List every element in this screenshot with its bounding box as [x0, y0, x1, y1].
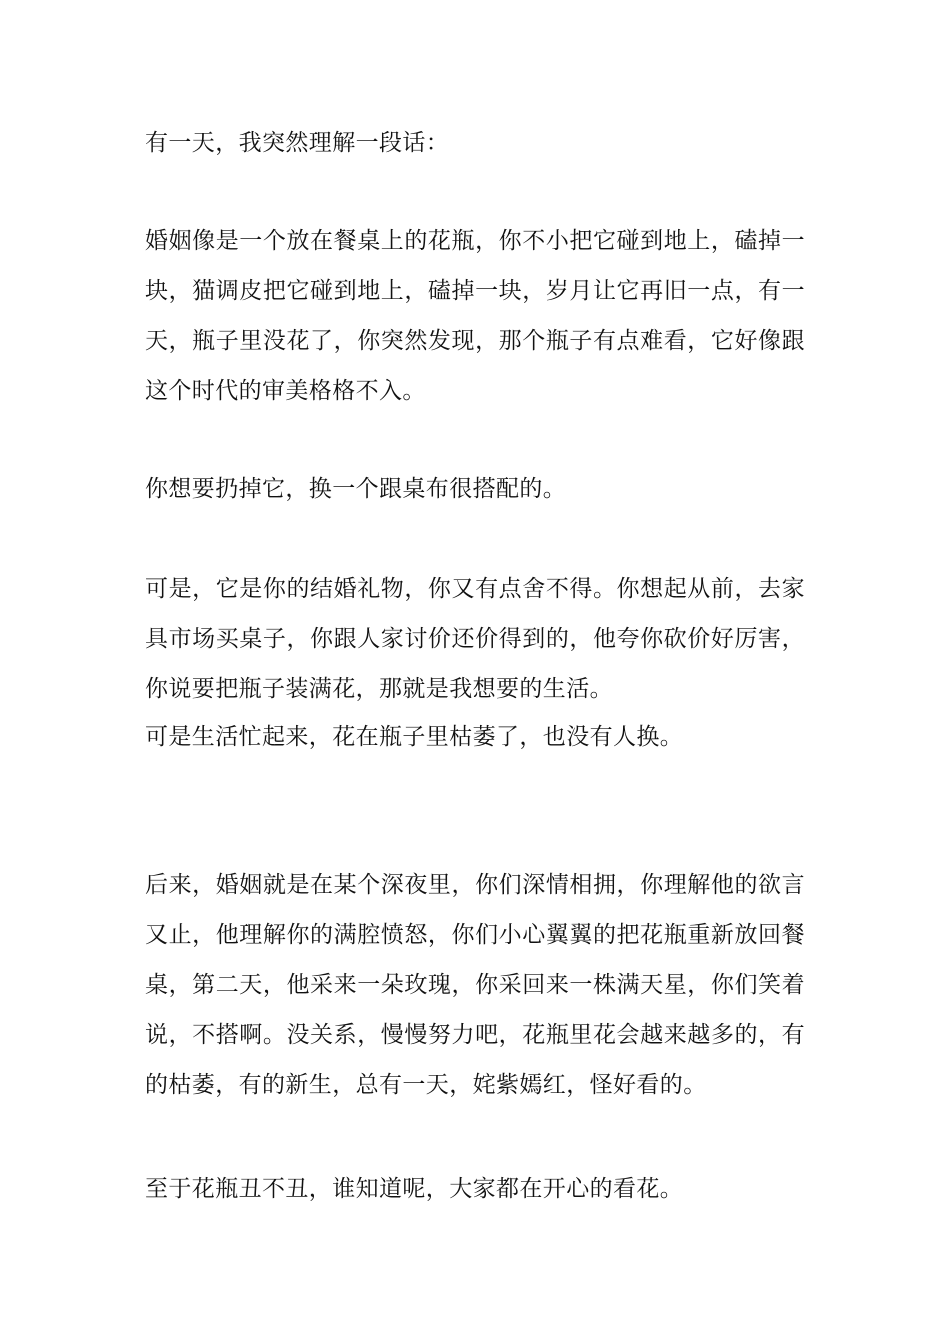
paragraph-1: 有一天，我突然理解一段话： — [145, 130, 450, 156]
paragraph-6: 后来，婚姻就是在某个深夜里，你们深情相拥，你理解他的欲言又止，他理解你的满腔愤怒，你们小心翼翼的把花瓶重新放回餐桌，第二天，他采来一朵玫瑰，你采回来一株满天星，你们笑着说，不搭啊。没关系，慢慢努力吧，花瓶里花会越来越多的，有的枯萎，有的新生，总有一天，姹紫嫣红，怪好看的。 — [145, 872, 805, 1098]
paragraph-3: 你想要扔掉它，换一个跟桌布很搭配的。 — [145, 476, 567, 502]
paragraph-5: 可是生活忙起来，花在瓶子里枯萎了，也没有人换。 — [145, 724, 684, 750]
paragraph-4: 可是，它是你的结婚礼物，你又有点舍不得。你想起从前，去家具市场买桌子，你跟人家讨价还价得到的，他夸你砍价好厉害，你说要把瓶子装满花，那就是我想要的生活。 — [145, 576, 805, 702]
paragraph-7: 至于花瓶丑不丑，谁知道呢，大家都在开心的看花。 — [145, 1176, 684, 1202]
paragraph-2: 婚姻像是一个放在餐桌上的花瓶，你不小把它碰到地上，磕掉一块，猫调皮把它碰到地上，磕掉一块，岁月让它再旧一点，有一天，瓶子里没花了，你突然发现，那个瓶子有点难看，它好像跟这个时代的审美格格不入。 — [145, 228, 805, 404]
